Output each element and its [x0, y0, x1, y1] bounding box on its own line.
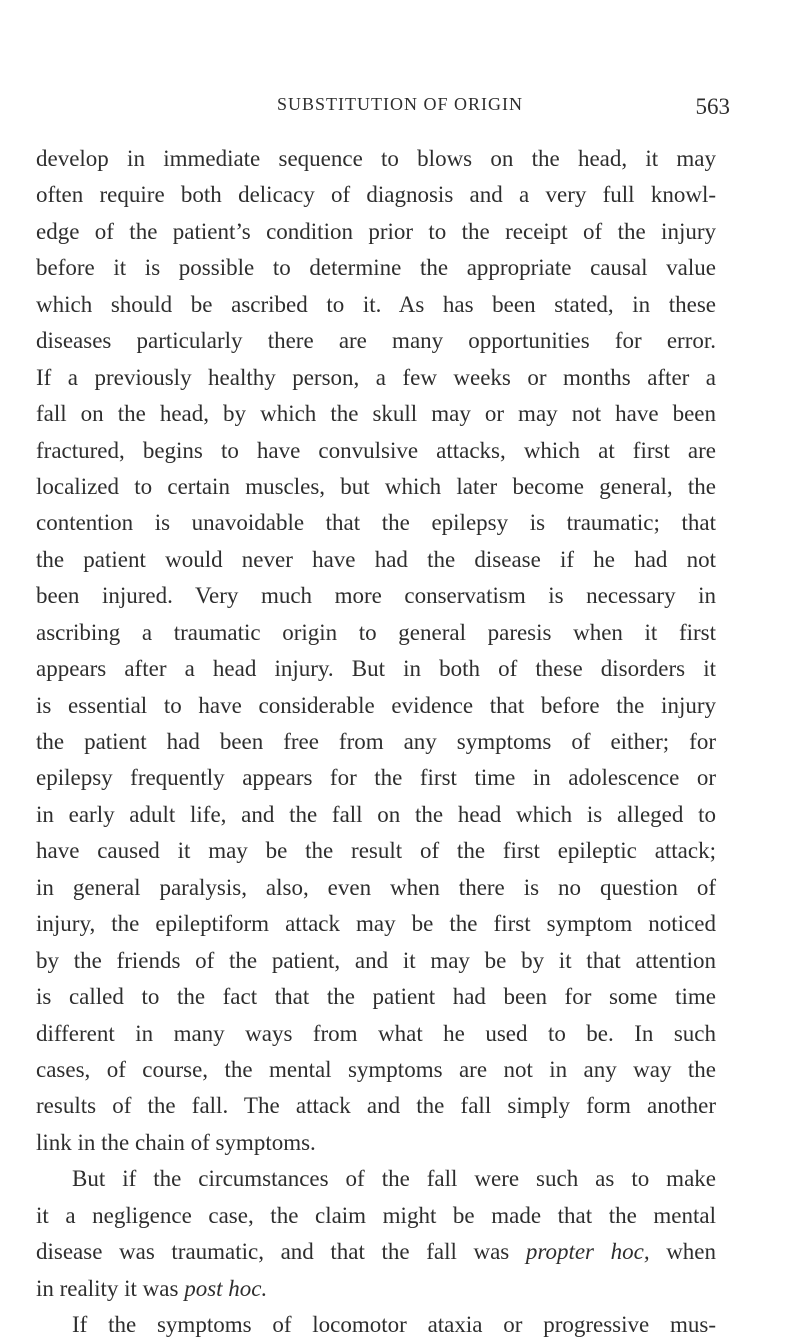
text-line: which should be ascribed to it. As has been stated, in these [36, 291, 716, 317]
text-segment: in reality it was [36, 1275, 179, 1301]
text-line: fractured, begins to have convulsive attacks, which at first are [36, 437, 716, 463]
text-line: before it is possible to determine the appropriate causal value [36, 255, 716, 281]
text-line: have caused it may be the result of the first epileptic attack; [36, 838, 716, 864]
text-segment: when [666, 1239, 717, 1265]
text-line: the patient would never have had the disease if he had not [36, 546, 716, 572]
italic-phrase: propter hoc, [525, 1239, 650, 1265]
text-line: edge of the patient’s condition prior to the receipt of the injury [36, 218, 716, 244]
text-line: results of the fall. The attack and the fall simply form another [36, 1093, 716, 1119]
text-line: it a negligence case, the claim might be made that the mental [36, 1202, 716, 1228]
text-line-with-italics [36, 1271, 716, 1307]
text-line: injury, the epileptiform attack may be the first symptom noticed [36, 911, 716, 937]
text-line: been injured. Very much more conservatism is necessary in [36, 583, 716, 609]
text-line: often require both delicacy of diagnosis and a very full knowl- [36, 182, 716, 208]
running-title: SUBSTITUTION OF ORIGIN [277, 94, 523, 114]
text-line: epilepsy frequently appears for the first time in adolescence or [36, 765, 716, 791]
text-line: If a previously healthy person, a few weeks or months after a [36, 364, 716, 390]
text-line: ascribing a traumatic origin to general paresis when it first [36, 619, 716, 645]
text-line: But if the circumstances of the fall were such as to make [72, 1166, 716, 1192]
text-line-with-italics [36, 1234, 716, 1270]
text-line: is essential to have considerable evidence that before the injury [36, 692, 716, 718]
page-number: 563 [695, 94, 730, 119]
text-line: in general paralysis, also, even when there is no question of [36, 874, 716, 900]
text-line: in early adult life, and the fall on the head which is alleged to [36, 801, 716, 827]
text-line: different in many ways from what he used to be. In such [36, 1020, 716, 1046]
text-line: is called to the fact that the patient had been for some time [36, 984, 716, 1010]
text-line: appears after a head injury. But in both of these disorders it [36, 656, 716, 682]
text-line: fall on the head, by which the skull may or may not have been [36, 401, 716, 427]
text-line: by the friends of the patient, and it may be by it that attention [36, 947, 716, 973]
body-text [36, 141, 716, 1343]
text-line: the patient had been free from any symptoms of either; for [36, 729, 716, 754]
text-line: contention is unavoidable that the epilepsy is traumatic; that [36, 510, 716, 536]
text-line: localized to certain muscles, but which later become general, the [36, 473, 716, 499]
text-line: If the symptoms of locomotor ataxia or progressive mus- [72, 1312, 716, 1337]
italic-phrase: post hoc. [184, 1275, 268, 1301]
text-segment: disease was traumatic, and that the fall was [36, 1239, 510, 1265]
text-line: link in the chain of symptoms. [36, 1129, 316, 1155]
text-line: diseases particularly there are many opportunities for error. [36, 328, 716, 354]
page-header [36, 94, 764, 124]
text-line: cases, of course, the mental symptoms are not in any way the [36, 1056, 716, 1082]
text-line: develop in immediate sequence to blows on the head, it may [36, 146, 716, 171]
